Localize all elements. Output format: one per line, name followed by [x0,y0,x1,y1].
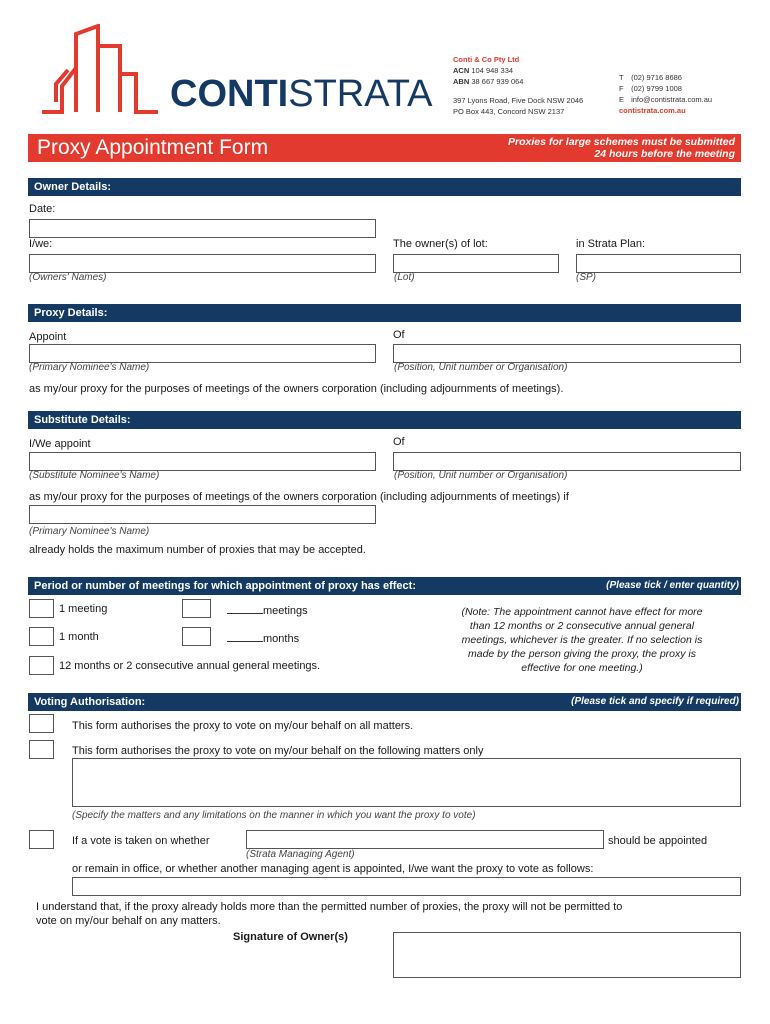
substitute-primary-hint: (Primary Nominee's Name) [29,526,150,537]
should-be-appointed-label: should be appointed [608,835,708,847]
vote-as-follows-field[interactable] [72,877,741,896]
address-line-1: 397 Lyons Road, Five Dock NSW 2046 [453,96,584,105]
form-title: Proxy Appointment Form [37,136,269,159]
remain-in-office-text: or remain in office, or whether another managing agent is appointed, I/we want the proxy to vote as follows: [72,863,594,875]
title-bar [28,134,741,162]
proxy-details-title: Proxy Details: [34,307,108,319]
period-title: Period or number of meetings for which appointment of proxy has effect: [34,580,416,592]
one-meeting-label: 1 meeting [59,603,108,615]
substitute-nominee-hint: (Substitute Nominee's Name) [29,470,160,481]
meetings-quantity-blank[interactable] [227,603,263,614]
logo-wordmark [170,72,432,116]
proxy-details-header [28,304,741,322]
one-month-label: 1 month [59,631,99,643]
meetings-label: meetings [263,605,308,617]
large-scheme-notice [508,136,735,160]
twelve-months-label: 12 months or 2 consecutive annual general meetings. [59,660,321,672]
primary-nominee-field[interactable] [29,344,376,363]
months-checkbox[interactable] [182,627,211,646]
substitute-position-hint: (Position, Unit number or Organisation) [394,470,568,481]
meetings-checkbox[interactable] [182,599,211,618]
period-note-line: meetings, whichever is the greater. If no selection is [461,634,703,646]
owners-names-field[interactable] [29,254,376,273]
voting-header [28,693,741,711]
owner-details-title: Owner Details: [34,181,112,193]
proxy-of-label: Of [393,329,405,341]
following-only-label: This form authorises the proxy to vote on my/our behalf on the following matters only [72,745,484,757]
period-note-line: made by the person giving the proxy, the proxy is [467,648,696,660]
period-note-line: than 12 months or 2 consecutive annual general [469,620,695,632]
appoint-label: Appoint [29,331,67,343]
logo-brand-light: STRATA [288,73,433,115]
specify-hint: (Specify the matters and any limitations on the manner in which you want the proxy to vote) [72,810,476,821]
substitute-details-title: Substitute Details: [34,414,131,426]
period-right-note: (Please tick / enter quantity) [606,580,739,591]
months-label: months [263,633,300,645]
strata-plan-label: in Strata Plan: [576,238,646,250]
substitute-position-field[interactable] [393,452,741,471]
signature-field[interactable] [393,932,741,978]
all-matters-checkbox[interactable] [29,714,54,733]
managing-agent-checkbox[interactable] [29,830,54,849]
owners-names-hint: (Owners' Names) [29,272,107,283]
substitute-details-header [28,411,741,429]
strata-plan-field[interactable] [576,254,741,273]
if-vote-label: If a vote is taken on whether [72,835,210,847]
already-holds-text: already holds the maximum number of proxies that may be accepted. [29,544,366,556]
company-contact [619,72,712,116]
iwe-label: I/we: [29,238,53,250]
primary-position-field[interactable] [393,344,741,363]
owners-of-lot-label: The owner(s) of lot: [393,238,488,250]
primary-nominee-hint: (Primary Nominee's Name) [29,362,150,373]
substitute-nominee-field[interactable] [29,452,376,471]
managing-agent-field[interactable] [246,830,604,849]
we-appoint-label: I/We appoint [29,438,91,450]
voting-title: Voting Authorisation: [34,696,146,708]
one-meeting-checkbox[interactable] [29,599,54,618]
logo-brand-bold: CONTI [170,73,289,115]
company-info [453,54,583,117]
sp-hint: (SP) [576,272,596,283]
agent-hint: (Strata Managing Agent) [246,849,355,860]
owner-details-header [28,178,741,196]
company-name: Conti & Co Pty Ltd [453,55,520,64]
matters-textarea[interactable] [72,758,741,807]
lot-hint: (Lot) [394,272,415,283]
date-field[interactable] [29,219,376,238]
proxy-statement: as my/our proxy for the purposes of meetings of the owners corporation (including adjournments of meetings). [29,383,564,395]
abn-label: ABN [453,77,470,86]
one-month-checkbox[interactable] [29,627,54,646]
period-note-line: (Note: The appointment cannot have effect for more [461,606,703,618]
substitute-of-label: Of [393,436,405,448]
understand-statement [36,900,622,928]
address-line-2: PO Box 443, Concord NSW 2137 [453,107,565,116]
voting-right-note: (Please tick and specify if required) [571,696,739,707]
substitute-statement: as my/our proxy for the purposes of meetings of the owners corporation (including adjournments of meetings) if [29,491,569,503]
twelve-months-checkbox[interactable] [29,656,54,675]
acn-label: ACN [453,66,470,75]
understand-line-2: vote on my/our behalf on any matters. [36,915,221,927]
primary-position-hint: (Position, Unit number or Organisation) [394,362,568,373]
months-quantity-blank[interactable] [227,631,263,642]
all-matters-label: This form authorises the proxy to vote on my/our behalf on all matters. [72,720,414,732]
email-value[interactable]: info@contistrata.com.au [631,95,713,104]
logo-building-icon [40,24,170,119]
date-label: Date: [29,203,56,215]
email-label: E [619,95,625,104]
fax-label: F [619,84,624,93]
notice-line-1: Proxies for large schemes must be submitted [508,136,735,148]
lot-field[interactable] [393,254,559,273]
fax-value: (02) 9799 1008 [631,84,682,93]
following-only-checkbox[interactable] [29,740,54,759]
notice-line-2: 24 hours before the meeting [594,148,735,160]
period-note [423,605,741,675]
signature-label: Signature of Owner(s) [233,931,348,943]
phone-value: (02) 9716 8686 [631,73,682,82]
acn-value: 104 948 334 [471,66,514,75]
substitute-primary-field[interactable] [29,505,376,524]
period-header [28,577,741,595]
phone-label: T [619,73,624,82]
understand-line-1: I understand that, if the proxy already holds more than the permitted number of proxies, the proxy will not be permitted to [36,901,623,913]
period-note-line: effective for one meeting.) [521,662,643,674]
abn-value: 38 667 939 064 [471,77,524,86]
website-link[interactable]: contistrata.com.au [619,106,686,115]
